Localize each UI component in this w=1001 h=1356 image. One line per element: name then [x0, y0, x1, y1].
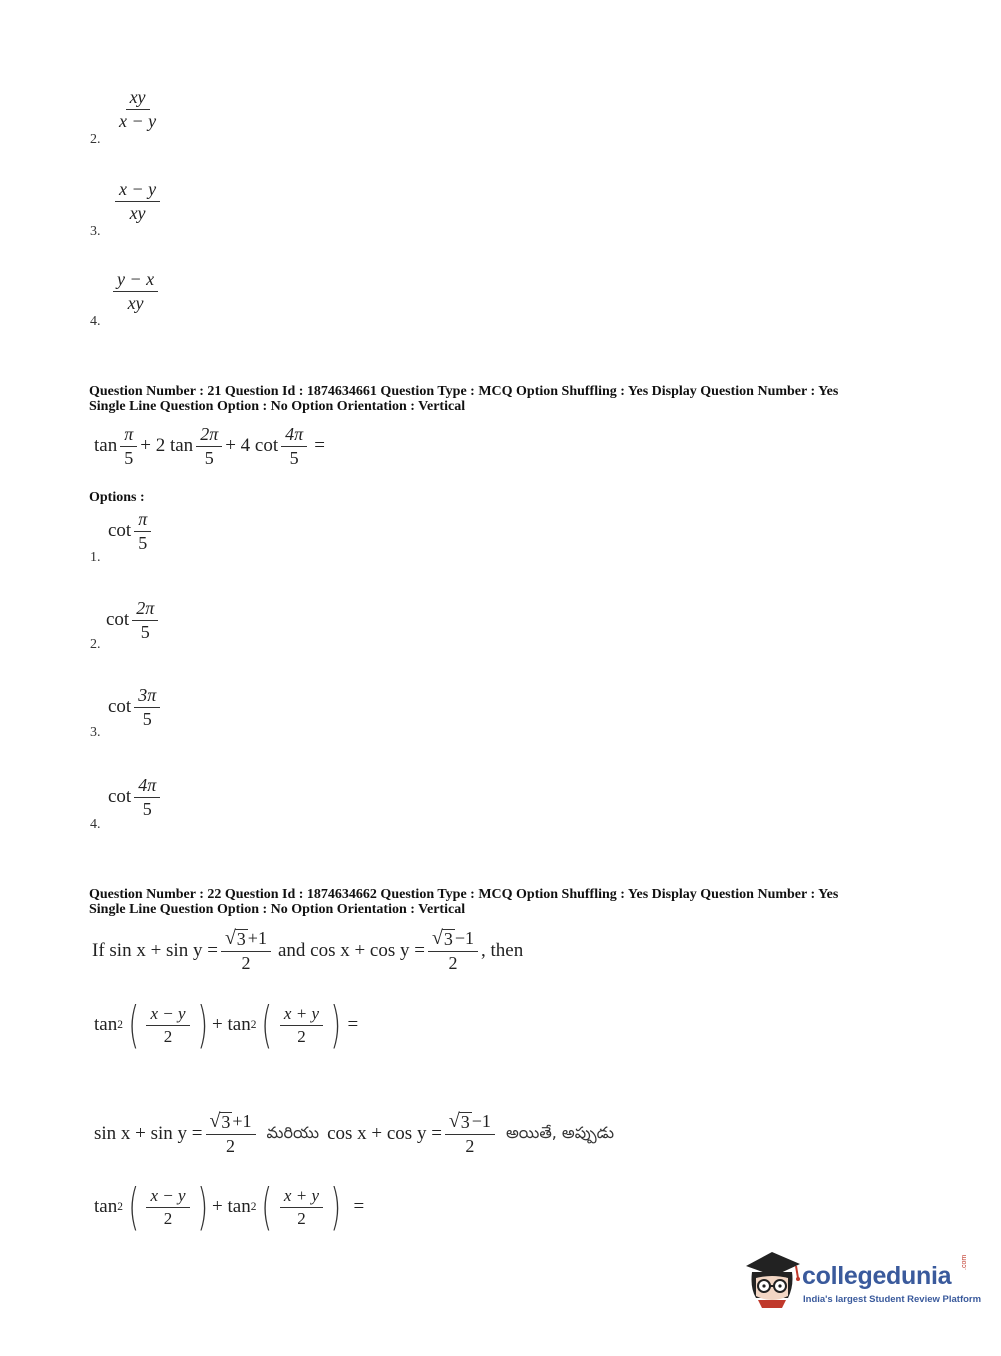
- fraction-denominator: 5: [124, 447, 134, 468]
- fraction-numerator: x + y: [280, 1005, 323, 1026]
- fraction-numerator: π: [120, 425, 137, 447]
- option-number: 3.: [90, 725, 101, 740]
- option-fraction: [115, 180, 160, 223]
- fraction: [146, 1187, 189, 1228]
- numerator-tail: −1: [454, 927, 474, 948]
- fraction-numerator: 4π: [281, 425, 307, 447]
- cot-label: cot: [108, 520, 132, 541]
- if-clause: If sin x + sin y =: [92, 940, 218, 961]
- fraction-numerator: y − x: [113, 270, 158, 292]
- then-clause: , then: [481, 940, 524, 961]
- fraction: [206, 1109, 256, 1157]
- numerator-tail: +1: [247, 927, 267, 948]
- exponent: 2: [117, 1019, 123, 1031]
- cot-term: + 4 cot: [225, 435, 279, 456]
- exponent: 2: [250, 1019, 257, 1031]
- fraction-denominator: xy: [129, 202, 146, 223]
- fraction-denominator: 2: [163, 1208, 173, 1228]
- fraction-denominator: 5: [204, 447, 214, 468]
- fraction-numerator: π: [134, 510, 151, 532]
- fraction-denominator: 2: [241, 953, 251, 974]
- fraction: [280, 1187, 323, 1228]
- tan-term: + tan: [212, 1014, 251, 1035]
- option-math: [108, 506, 154, 556]
- options-label: Options :: [89, 490, 145, 505]
- fraction-numerator: xy: [126, 88, 150, 110]
- and-clause: and cos x + cos y =: [277, 940, 425, 961]
- fraction-numerator: 3π: [134, 686, 160, 708]
- q21-meta-line1: Question Number : 21 Question Id : 1874634661 Question Type : MCQ Option Shuffling : Yes Display Question Number : Yes: [89, 384, 839, 399]
- numerator-tail: +1: [232, 1110, 252, 1131]
- logo-tagline: India's largest Student Review Platform: [803, 1294, 982, 1305]
- fraction-numerator: x − y: [146, 1005, 189, 1026]
- q21-meta-line2: Single Line Question Option : No Option Orientation : Vertical: [89, 399, 466, 414]
- fraction: [221, 926, 271, 974]
- option-math: [108, 772, 163, 822]
- option-math: [108, 682, 163, 732]
- prev-option-3: [90, 180, 210, 242]
- option-math: [106, 595, 161, 645]
- telugu-lhs1: sin x + sin y =: [94, 1123, 203, 1144]
- option-number: 4.: [90, 314, 101, 329]
- tan-term: tan: [94, 1014, 118, 1035]
- option-number: 2.: [90, 132, 101, 147]
- option-number: 2.: [90, 637, 101, 652]
- sqrt-symbol: √ 3: [209, 1109, 231, 1132]
- sqrt-symbol: √ 3: [224, 926, 246, 949]
- fraction-denominator: 5: [140, 621, 150, 642]
- q22-condition-english: [92, 922, 523, 980]
- radicand: 3: [236, 928, 246, 949]
- radicand: 3: [443, 928, 453, 949]
- tan-term: + 2 tan: [140, 435, 194, 456]
- sqrt-symbol: √ 3: [448, 1109, 470, 1132]
- q22-expression-english: [94, 994, 358, 1056]
- fraction-numerator: x + y: [280, 1187, 323, 1208]
- fraction-numerator: 2π: [196, 425, 222, 447]
- fraction-denominator: 2: [297, 1026, 306, 1046]
- parenthesized-fraction: ( $\frac{x - y}{2}$ ): [128, 996, 208, 1054]
- fraction: [196, 425, 222, 468]
- fraction-denominator: 2: [226, 1136, 236, 1157]
- sqrt-symbol: √ 3: [431, 926, 453, 949]
- numerator-tail: −1: [471, 1110, 491, 1131]
- option-fraction: [115, 88, 160, 131]
- fraction: [134, 776, 160, 819]
- equals-sign: =: [353, 1196, 365, 1217]
- fraction-denominator: 2: [448, 953, 458, 974]
- fraction: [120, 425, 137, 468]
- q22-meta-line2: Single Line Question Option : No Option Orientation : Vertical: [89, 902, 466, 917]
- fraction-denominator: 5: [289, 447, 299, 468]
- parenthesized-fraction: ( $\frac{x + y}{2}$ ): [261, 1178, 342, 1236]
- logo-dotcom: .com: [961, 1254, 968, 1270]
- fraction: [445, 1109, 495, 1157]
- equals-sign: =: [314, 435, 325, 456]
- fraction-denominator: 2: [465, 1136, 475, 1157]
- prev-option-4: [90, 270, 210, 332]
- option-number: 1.: [90, 550, 101, 565]
- option-number: 3.: [90, 224, 101, 239]
- tan-term: tan: [94, 1196, 118, 1217]
- radicand: 3: [460, 1111, 470, 1132]
- fraction-denominator: 2: [297, 1208, 306, 1228]
- fraction: [134, 510, 151, 553]
- exponent: 2: [250, 1201, 257, 1213]
- q21-option-1[interactable]: [90, 506, 210, 568]
- q22-expression-telugu: [94, 1176, 364, 1238]
- fraction: [132, 599, 158, 642]
- equals-sign: =: [347, 1014, 359, 1035]
- parenthesized-fraction: ( $\frac{x + y}{2}$ ): [261, 996, 342, 1054]
- prev-option-2: [90, 88, 210, 150]
- tan-term: tan: [94, 435, 118, 456]
- q22-condition-telugu: [94, 1104, 622, 1164]
- cot-label: cot: [106, 609, 130, 630]
- fraction-numerator: x − y: [115, 180, 160, 202]
- fraction: [281, 425, 307, 468]
- fraction: [134, 686, 160, 729]
- q21-option-4[interactable]: [90, 772, 210, 834]
- fraction-denominator: 5: [142, 798, 152, 819]
- fraction: [146, 1005, 189, 1046]
- fraction-denominator: xy: [127, 292, 144, 313]
- fraction: [428, 926, 478, 974]
- fraction-denominator: 5: [142, 708, 152, 729]
- q21-option-3[interactable]: [90, 682, 210, 744]
- parenthesized-fraction: ( $\frac{x - y}{2}$ ): [128, 1178, 208, 1236]
- fraction-numerator: 2π: [132, 599, 158, 621]
- cot-label: cot: [108, 786, 132, 807]
- q21-expression: [94, 420, 325, 472]
- tan-term: + tan: [212, 1196, 251, 1217]
- exponent: 2: [117, 1201, 123, 1213]
- option-fraction: [113, 270, 158, 313]
- fraction: [280, 1005, 323, 1046]
- fraction-numerator: 4π: [134, 776, 160, 798]
- fraction-denominator: 5: [138, 532, 148, 553]
- radicand: 3: [221, 1111, 231, 1132]
- telugu-lhs2: cos x + cos y =: [327, 1123, 442, 1144]
- mascot-icon: [742, 1248, 804, 1314]
- collegedunia-logo[interactable]: [742, 1248, 982, 1318]
- telugu-and: మరియు: [266, 1122, 320, 1142]
- fraction-denominator: 2: [163, 1026, 173, 1046]
- option-number: 4.: [90, 817, 101, 832]
- logo-wordmark: collegedunia: [802, 1262, 952, 1290]
- telugu-then: అయితే, అప్పుడు: [505, 1122, 615, 1142]
- q21-option-2[interactable]: [90, 595, 210, 657]
- fraction-denominator: x − y: [119, 110, 157, 131]
- cot-label: cot: [108, 696, 132, 717]
- fraction-numerator: x − y: [146, 1187, 189, 1208]
- q22-meta-line1: Question Number : 22 Question Id : 1874634662 Question Type : MCQ Option Shuffling : Yes Display Question Number : Yes: [89, 887, 839, 902]
